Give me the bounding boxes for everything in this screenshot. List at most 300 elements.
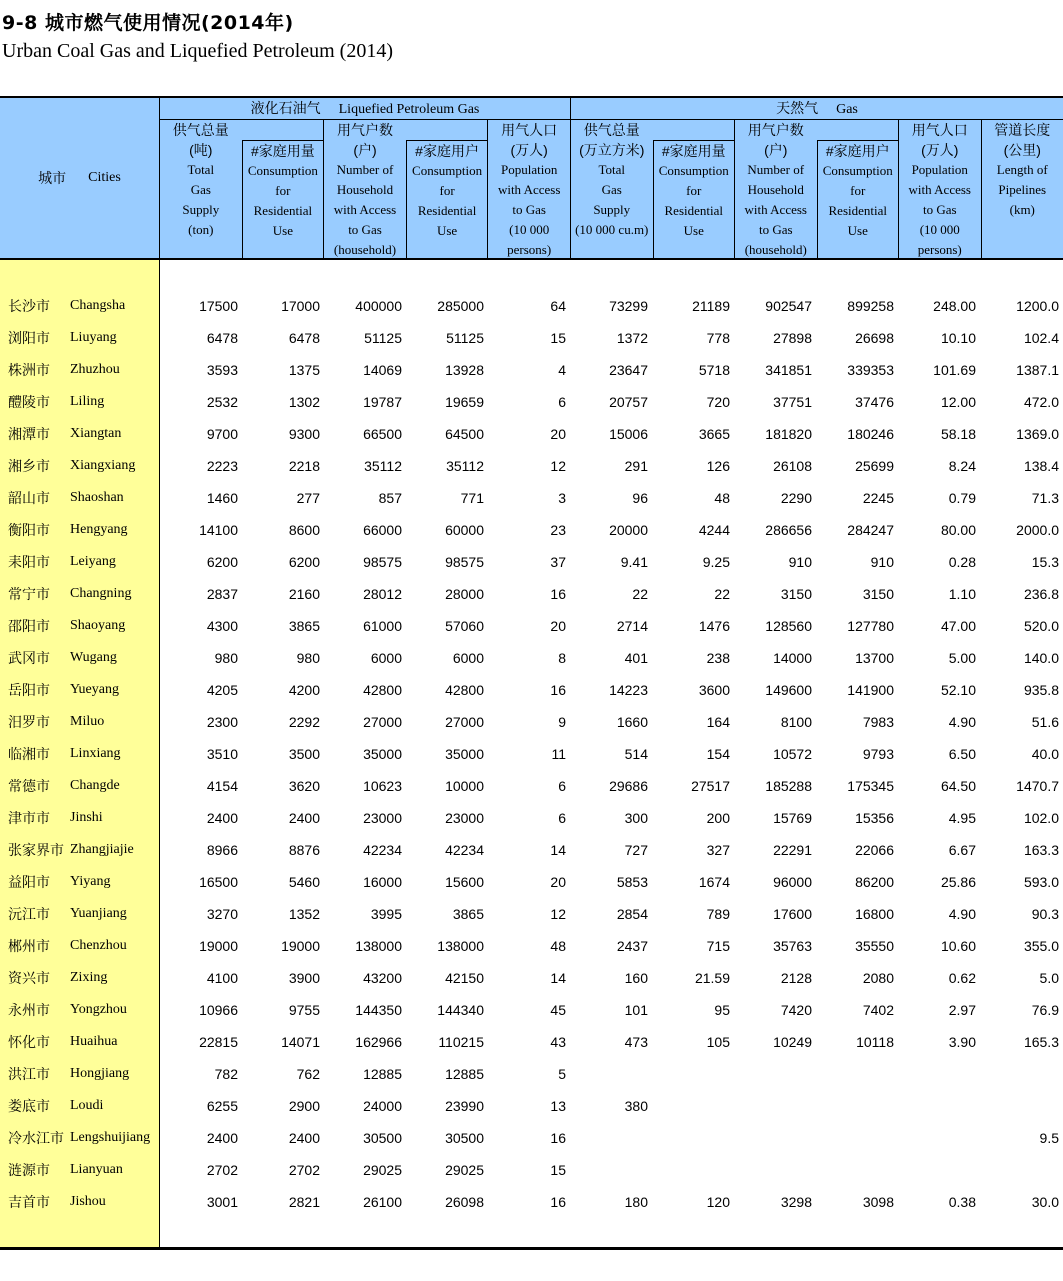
data-cell: 284247 [847,522,894,538]
data-cell: 27898 [773,330,812,346]
city-name-zh: 衡阳市 [8,522,50,538]
city-name-en: Hongjiang [70,1066,130,1081]
column-header-line: Population [501,162,558,177]
city-name-en: Shaoyang [70,618,126,633]
data-cell: 28000 [445,586,484,602]
table-row [0,578,1063,610]
data-cell: 1375 [288,362,320,378]
data-cell: 42150 [445,970,484,986]
data-cell: 0.28 [948,554,976,570]
data-cell: 2080 [862,970,894,986]
data-cell: 17500 [199,298,238,314]
data-cell: 163.3 [1023,842,1059,858]
data-cell: 23 [550,522,566,538]
city-name-en: Linxiang [70,746,121,761]
column-header-line: Household [747,182,804,197]
data-cell [816,1090,898,1122]
data-cell: 5718 [698,362,730,378]
column-header-line: 用气户数 [336,122,393,138]
data-cell: 102.4 [1023,330,1059,346]
data-cell: 514 [624,746,648,762]
data-cell: 21.59 [694,970,730,986]
data-cell [980,1058,1063,1090]
data-cell [734,1090,816,1122]
data-cell: 10.10 [940,330,976,346]
column-header-population-with-access [898,120,981,258]
table-row [0,1090,1063,1122]
data-cell: 720 [706,394,730,410]
data-cell: 25699 [855,458,894,474]
data-cell: 401 [624,650,648,666]
data-cell: 101 [624,1002,648,1018]
data-cell: 2400 [288,810,320,826]
data-cell: 101.69 [933,362,976,378]
data-cell: 14069 [363,362,402,378]
city-name-zh: 永州市 [8,1002,50,1018]
data-cell: 154 [706,746,730,762]
data-cell: 37 [550,554,566,570]
page-titles [0,0,1063,96]
table-row [0,1058,1063,1090]
lpg-group-title-zh: 液化石油气 [250,100,321,116]
data-cell: 16 [550,682,566,698]
data-cell: 593.0 [1023,874,1059,890]
data-cell: 7983 [862,714,894,730]
data-cell: 15.3 [1031,554,1059,570]
column-header-population-with-access [487,120,570,258]
data-cell: 8.24 [948,458,976,474]
city-label-cell [0,930,160,962]
table-row [0,1186,1063,1218]
table-row [0,354,1063,386]
data-cell: 20 [550,874,566,890]
data-cell: 126 [706,458,730,474]
table-row [0,866,1063,898]
data-cell: 286656 [765,522,812,538]
data-cell: 3.90 [948,1034,976,1050]
data-cell: 6000 [370,650,402,666]
data-cell: 45 [550,1002,566,1018]
data-cell: 762 [296,1066,320,1082]
data-cell: 13928 [445,362,484,378]
data-cell: 128560 [765,618,812,634]
data-cell: 127780 [847,618,894,634]
city-name-zh: 益阳市 [8,874,50,890]
city-label-cell [0,290,160,322]
column-header-households-with-access [734,120,817,258]
data-cell: 3995 [370,906,402,922]
city-name-zh: 长沙市 [8,298,50,314]
data-cell: 164 [706,714,730,730]
column-header-line: persons) [507,242,552,257]
data-cell: 26698 [855,330,894,346]
column-header-residential-consumption [242,120,324,258]
data-cell: 26108 [773,458,812,474]
city-name-en: Liuyang [70,330,117,345]
data-cell: 22815 [199,1034,238,1050]
data-cell: 52.10 [940,682,976,698]
data-cell: 3865 [452,906,484,922]
data-cell: 4154 [206,778,238,794]
column-header-line: 用气人口 [911,122,968,138]
data-cell: 1460 [206,490,238,506]
data-cell: 5460 [288,874,320,890]
gas-group-title [571,98,1063,120]
data-cell: 4.90 [948,714,976,730]
city-label-cell [0,1154,160,1186]
data-cell [570,1122,652,1154]
city-name-en: Hengyang [70,522,128,537]
data-cell [898,1090,980,1122]
data-cell: 24000 [363,1098,402,1114]
data-cell: 15006 [609,426,648,442]
data-cell: 6 [558,810,566,826]
city-name-en: Yiyang [70,874,111,889]
data-cell: 20000 [609,522,648,538]
data-cell [570,1154,652,1186]
spacer-row [0,260,1063,290]
data-cell: 9793 [862,746,894,762]
data-cell: 2300 [206,714,238,730]
data-cell: 4 [558,362,566,378]
data-cell: 35112 [446,458,484,474]
data-cell: 2821 [288,1194,320,1210]
city-label-cell [0,994,160,1026]
data-cell: 64 [550,298,566,314]
city-name-en: Xiangtan [70,426,122,441]
column-header-line: (万人) [510,142,548,158]
data-cell: 10572 [773,746,812,762]
data-cell: 61000 [363,618,402,634]
lpg-section-header [160,98,570,258]
data-cell: 2160 [288,586,320,602]
data-cell: 2532 [206,394,238,410]
data-cell: 180 [624,1194,648,1210]
data-cell: 21189 [692,298,730,314]
city-name-en: Changde [70,778,120,793]
table-row [0,322,1063,354]
city-name-zh: 洪江市 [8,1066,50,1082]
data-cell: 96000 [773,874,812,890]
data-cell: 27000 [363,714,402,730]
gas-usage-table [0,96,1063,1250]
data-cell: 1302 [288,394,320,410]
data-cell: 6200 [206,554,238,570]
column-header-line: Number of [747,162,805,177]
city-label-cell [0,418,160,450]
data-cell: 6.67 [948,842,976,858]
table-row [0,290,1063,322]
data-cell: 380 [624,1098,648,1114]
data-cell: 14071 [281,1034,320,1050]
data-cell: 1660 [616,714,648,730]
data-cell: 15 [550,330,566,346]
data-cell: 22066 [855,842,894,858]
column-header-line: for [850,183,866,198]
data-cell [734,1058,816,1090]
data-cell: 4100 [206,970,238,986]
column-header-residential-consumption [653,120,735,258]
column-header-line: (万人) [921,142,959,158]
city-name-en: Xiangxiang [70,458,136,473]
city-label-cell [0,450,160,482]
column-header-line: Supply [593,202,631,217]
city-label-cell [0,802,160,834]
data-cell: 6000 [452,650,484,666]
data-cell: 910 [788,554,812,570]
data-cell: 2223 [206,458,238,474]
data-cell: 23647 [609,362,648,378]
gas-column-headers [571,120,1063,258]
data-cell: 64.50 [940,778,976,794]
data-cell: 12885 [363,1066,402,1082]
column-header-line: Use [847,223,868,238]
data-cell: 472.0 [1023,394,1059,410]
city-label-cell [0,546,160,578]
city-label-cell [0,386,160,418]
column-header-line: Supply [182,202,220,217]
city-name-en: Chenzhou [70,938,127,953]
table-row [0,610,1063,642]
column-header-line: #家庭用量 [250,143,315,159]
column-header-line: (户) [764,142,788,158]
row-label-cell [0,260,160,290]
data-cell: 2702 [288,1162,320,1178]
city-name-zh: 邵阳市 [8,618,50,634]
column-header-line: Household [336,182,394,197]
data-cell: 16 [550,1194,566,1210]
data-cell: 3620 [288,778,320,794]
table-header [0,96,1063,260]
table-row [0,962,1063,994]
data-cell: 935.8 [1023,682,1059,698]
column-header-line: with Access [744,202,807,217]
city-name-zh: 张家界市 [8,842,64,858]
city-label-cell [0,514,160,546]
data-cell: 2400 [206,1130,238,1146]
data-cell: 3510 [206,746,238,762]
data-cell: 857 [378,490,402,506]
table-row [0,386,1063,418]
table-row [0,642,1063,674]
data-cell: 13 [550,1098,566,1114]
data-cell: 6255 [206,1098,238,1114]
column-header-line: (ton) [188,222,214,237]
city-name-zh: 武冈市 [8,650,50,666]
data-cell [652,1122,734,1154]
city-name-zh: 汨罗市 [8,714,50,730]
column-header-line: Number of [336,162,394,177]
table-row [0,802,1063,834]
data-cell [652,1058,734,1090]
data-cell: 16800 [855,906,894,922]
data-cell: 60000 [445,522,484,538]
data-cell: 520.0 [1023,618,1059,634]
column-header-line: (10 000 [509,222,550,237]
data-cell: 51125 [364,330,402,346]
column-header-line: with Access [333,202,397,217]
data-cell: 80.00 [940,522,976,538]
data-cell [980,1090,1063,1122]
data-cell: 5.00 [948,650,976,666]
data-cell: 42234 [363,842,402,858]
data-cell: 35112 [364,458,402,474]
data-cell: 473 [624,1034,648,1050]
city-name-zh: 湘潭市 [8,426,50,442]
data-cell: 35000 [363,746,402,762]
data-cell: 175345 [847,778,894,794]
data-cell: 15600 [445,874,484,890]
column-header-line: Use [272,223,293,238]
sub-column-box [242,140,324,258]
data-cell: 899258 [847,298,894,314]
data-cell: 120 [706,1194,730,1210]
data-cell: 140.0 [1023,650,1059,666]
data-cell: 25.86 [940,874,976,890]
data-cell: 165.3 [1023,1034,1059,1050]
column-header-line: Consumption [822,163,893,178]
city-name-en: Lianyuan [70,1162,123,1177]
city-name-zh: 浏阳市 [8,330,50,346]
city-name-zh: 耒阳市 [8,554,50,570]
data-cell: 236.8 [1023,586,1059,602]
column-header-line: to Gas [512,202,546,217]
data-cell: 7420 [780,1002,812,1018]
column-header-line: #家庭用户 [825,143,890,159]
data-cell: 1.10 [948,586,976,602]
data-cell: 51.6 [1031,714,1059,730]
data-cell: 19000 [281,938,320,954]
city-name-en: Zhuzhou [70,362,120,377]
city-name-zh: 韶山市 [8,490,50,506]
data-cell: 4.95 [948,810,976,826]
city-name-en: Shaoshan [70,490,124,505]
city-label-cell [0,866,160,898]
data-cell: 138.4 [1023,458,1059,474]
row-label-cell [0,1218,160,1247]
city-name-en: Yongzhou [70,1002,127,1017]
lpg-group-title-en: Liquefied Petroleum Gas [338,102,480,117]
column-header-line: Gas [190,182,211,197]
table-row [0,770,1063,802]
city-label-cell [0,738,160,770]
data-cell: 29025 [445,1162,484,1178]
data-cell: 19000 [199,938,238,954]
data-cell: 23990 [445,1098,484,1114]
column-header-line: Consumption [247,163,318,178]
data-cell: 66500 [363,426,402,442]
data-cell [816,1122,898,1154]
data-cell: 1372 [616,330,648,346]
data-cell: 42800 [363,682,402,698]
column-header-line: to Gas [758,222,793,237]
data-cell: 14000 [773,650,812,666]
data-cell: 15 [550,1162,566,1178]
data-cell: 23000 [363,810,402,826]
data-cell: 28012 [363,586,402,602]
data-cell: 185288 [765,778,812,794]
column-header-total-gas-supply [160,120,242,258]
data-cell: 58.18 [940,426,976,442]
city-label-cell [0,1090,160,1122]
data-cell: 300 [624,810,648,826]
data-cell: 30500 [445,1130,484,1146]
city-label-cell [0,482,160,514]
data-cell: 35000 [445,746,484,762]
data-cell: 0.62 [948,970,976,986]
data-cell: 2702 [206,1162,238,1178]
table-row [0,450,1063,482]
data-cell: 2714 [616,618,648,634]
data-cell: 76.9 [1031,1002,1059,1018]
data-cell: 9 [558,714,566,730]
table-row [0,738,1063,770]
data-cell: 98575 [445,554,484,570]
data-cell: 2290 [780,490,812,506]
city-label-cell [0,642,160,674]
column-header-line: 用气户数 [747,122,804,138]
data-cell: 86200 [855,874,894,890]
column-header-line: with Access [497,182,561,197]
city-label-cell [0,354,160,386]
data-cell [570,1058,652,1090]
sub-column-box [817,140,899,258]
data-cell: 13700 [855,650,894,666]
data-cell: 910 [870,554,894,570]
data-cell: 2245 [862,490,894,506]
data-cell: 200 [706,810,730,826]
data-cell: 2400 [288,1130,320,1146]
city-name-zh: 冷水江市 [8,1130,64,1146]
data-cell: 17000 [281,298,320,314]
data-cell [898,1154,980,1186]
city-name-zh: 岳阳市 [8,682,50,698]
data-cell: 144340 [437,1002,484,1018]
data-cell: 339353 [847,362,894,378]
data-cell: 7402 [862,1002,894,1018]
data-cell: 22 [632,586,648,602]
city-name-en: Miluo [70,714,105,729]
city-name-zh: 湘乡市 [8,458,50,474]
data-cell: 162966 [355,1034,402,1050]
city-name-en: Changning [70,586,132,601]
column-header-line: to Gas [922,202,957,217]
data-cell: 2437 [616,938,648,954]
city-name-en: Zixing [70,970,108,985]
data-cell: 1352 [288,906,320,922]
data-cell: 6200 [288,554,320,570]
data-cell [734,1154,816,1186]
data-cell: 22291 [773,842,812,858]
data-cell: 4300 [206,618,238,634]
data-cell: 10623 [363,778,402,794]
city-name-zh: 涟源市 [8,1162,50,1178]
table-row [0,994,1063,1026]
data-cell: 14223 [609,682,648,698]
data-cell [652,1090,734,1122]
data-cell: 48 [714,490,730,506]
data-cell: 30500 [363,1130,402,1146]
data-cell: 727 [624,842,648,858]
city-name-en: Zhangjiajie [70,842,134,857]
data-cell: 35763 [773,938,812,954]
city-name-en: Wugang [70,650,117,665]
column-header-line: (household) [744,242,807,257]
city-name-zh: 吉首市 [8,1194,50,1210]
column-header-line: (公里) [1003,142,1041,158]
column-header-line: Residential [828,203,887,218]
filler-row [0,1218,1063,1247]
